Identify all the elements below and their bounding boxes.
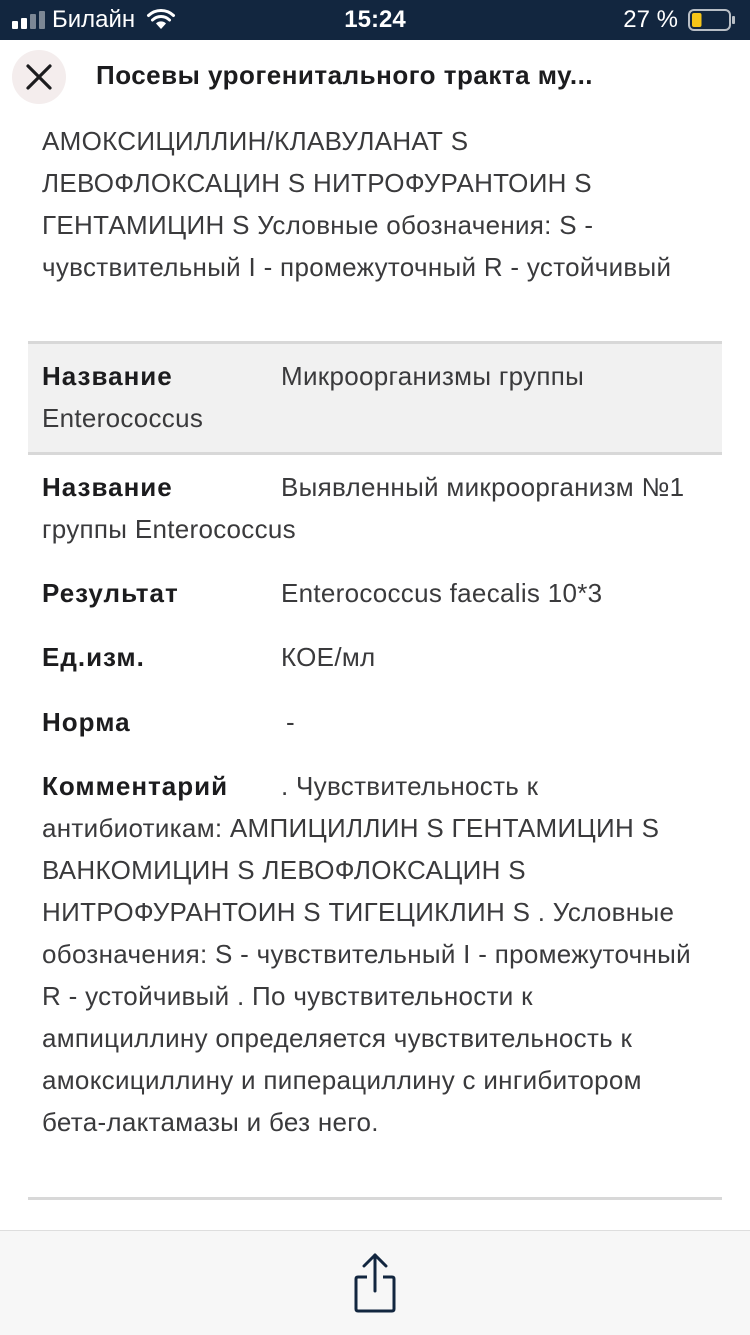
status-bar <box>0 0 750 40</box>
divider <box>28 1197 722 1200</box>
result-value: Enterococcus faecalis 10*3 <box>281 578 603 608</box>
page-title: Посевы урогенитального тракта му... <box>96 60 594 90</box>
norm-row <box>42 701 712 743</box>
content-area[interactable] <box>0 116 750 1230</box>
close-button[interactable] <box>12 50 66 104</box>
detail-name-row <box>42 466 712 550</box>
divider <box>28 452 722 455</box>
carrier-name: Билайн <box>52 6 136 33</box>
comment-label: Комментарий <box>42 771 229 801</box>
antibiotic-sensitivity-text: АМОКСИЦИЛЛИН/КЛАВУЛАНАТ S ЛЕВОФЛОКСАЦИН S НИТРОФУРАНТОИН S ГЕНТАМИЦИН S Условные обозначения: S - чувствительный I - промежуточный R - устойчивый <box>42 126 672 282</box>
group-name-label: Название <box>42 361 173 391</box>
unit-row <box>42 636 712 678</box>
bottom-toolbar <box>0 1230 750 1335</box>
battery-icon <box>688 9 736 31</box>
comment-row <box>42 765 702 1143</box>
result-label: Результат <box>42 578 179 608</box>
close-icon <box>25 63 53 91</box>
norm-value: - <box>286 707 295 737</box>
unit-label: Ед.изм. <box>42 642 145 672</box>
detail-name-value: Выявленный микроорганизм №1 группы Enterococcus <box>42 472 685 544</box>
group-name-value: Микроорганизмы группы Enterococcus <box>42 361 585 433</box>
unit-value: КОЕ/мл <box>281 642 376 672</box>
detail-name-label: Название <box>42 472 173 502</box>
comment-value: . Чувствительность к антибиотикам: АМПИЦИЛЛИН S ГЕНТАМИЦИН S ВАНКОМИЦИН S ЛЕВОФЛОКСАЦИН S НИТРОФУРАНТОИН S ТИГЕЦИКЛИН S . Условные обозначения: S - чувствительный I - промежуточный R - устойчивый . По чувствительности к ампициллину определяется чувствительность к амоксициллину и пиперациллину с ингибитором бета-лактамазы и без него. <box>42 771 691 1137</box>
clock: 15:24 <box>344 6 406 33</box>
share-icon[interactable] <box>352 1251 398 1315</box>
group-name-row <box>42 355 712 439</box>
result-row <box>42 572 712 614</box>
battery-percent: 27 % <box>623 6 678 33</box>
norm-label: Норма <box>42 707 131 737</box>
nav-bar <box>0 40 750 116</box>
